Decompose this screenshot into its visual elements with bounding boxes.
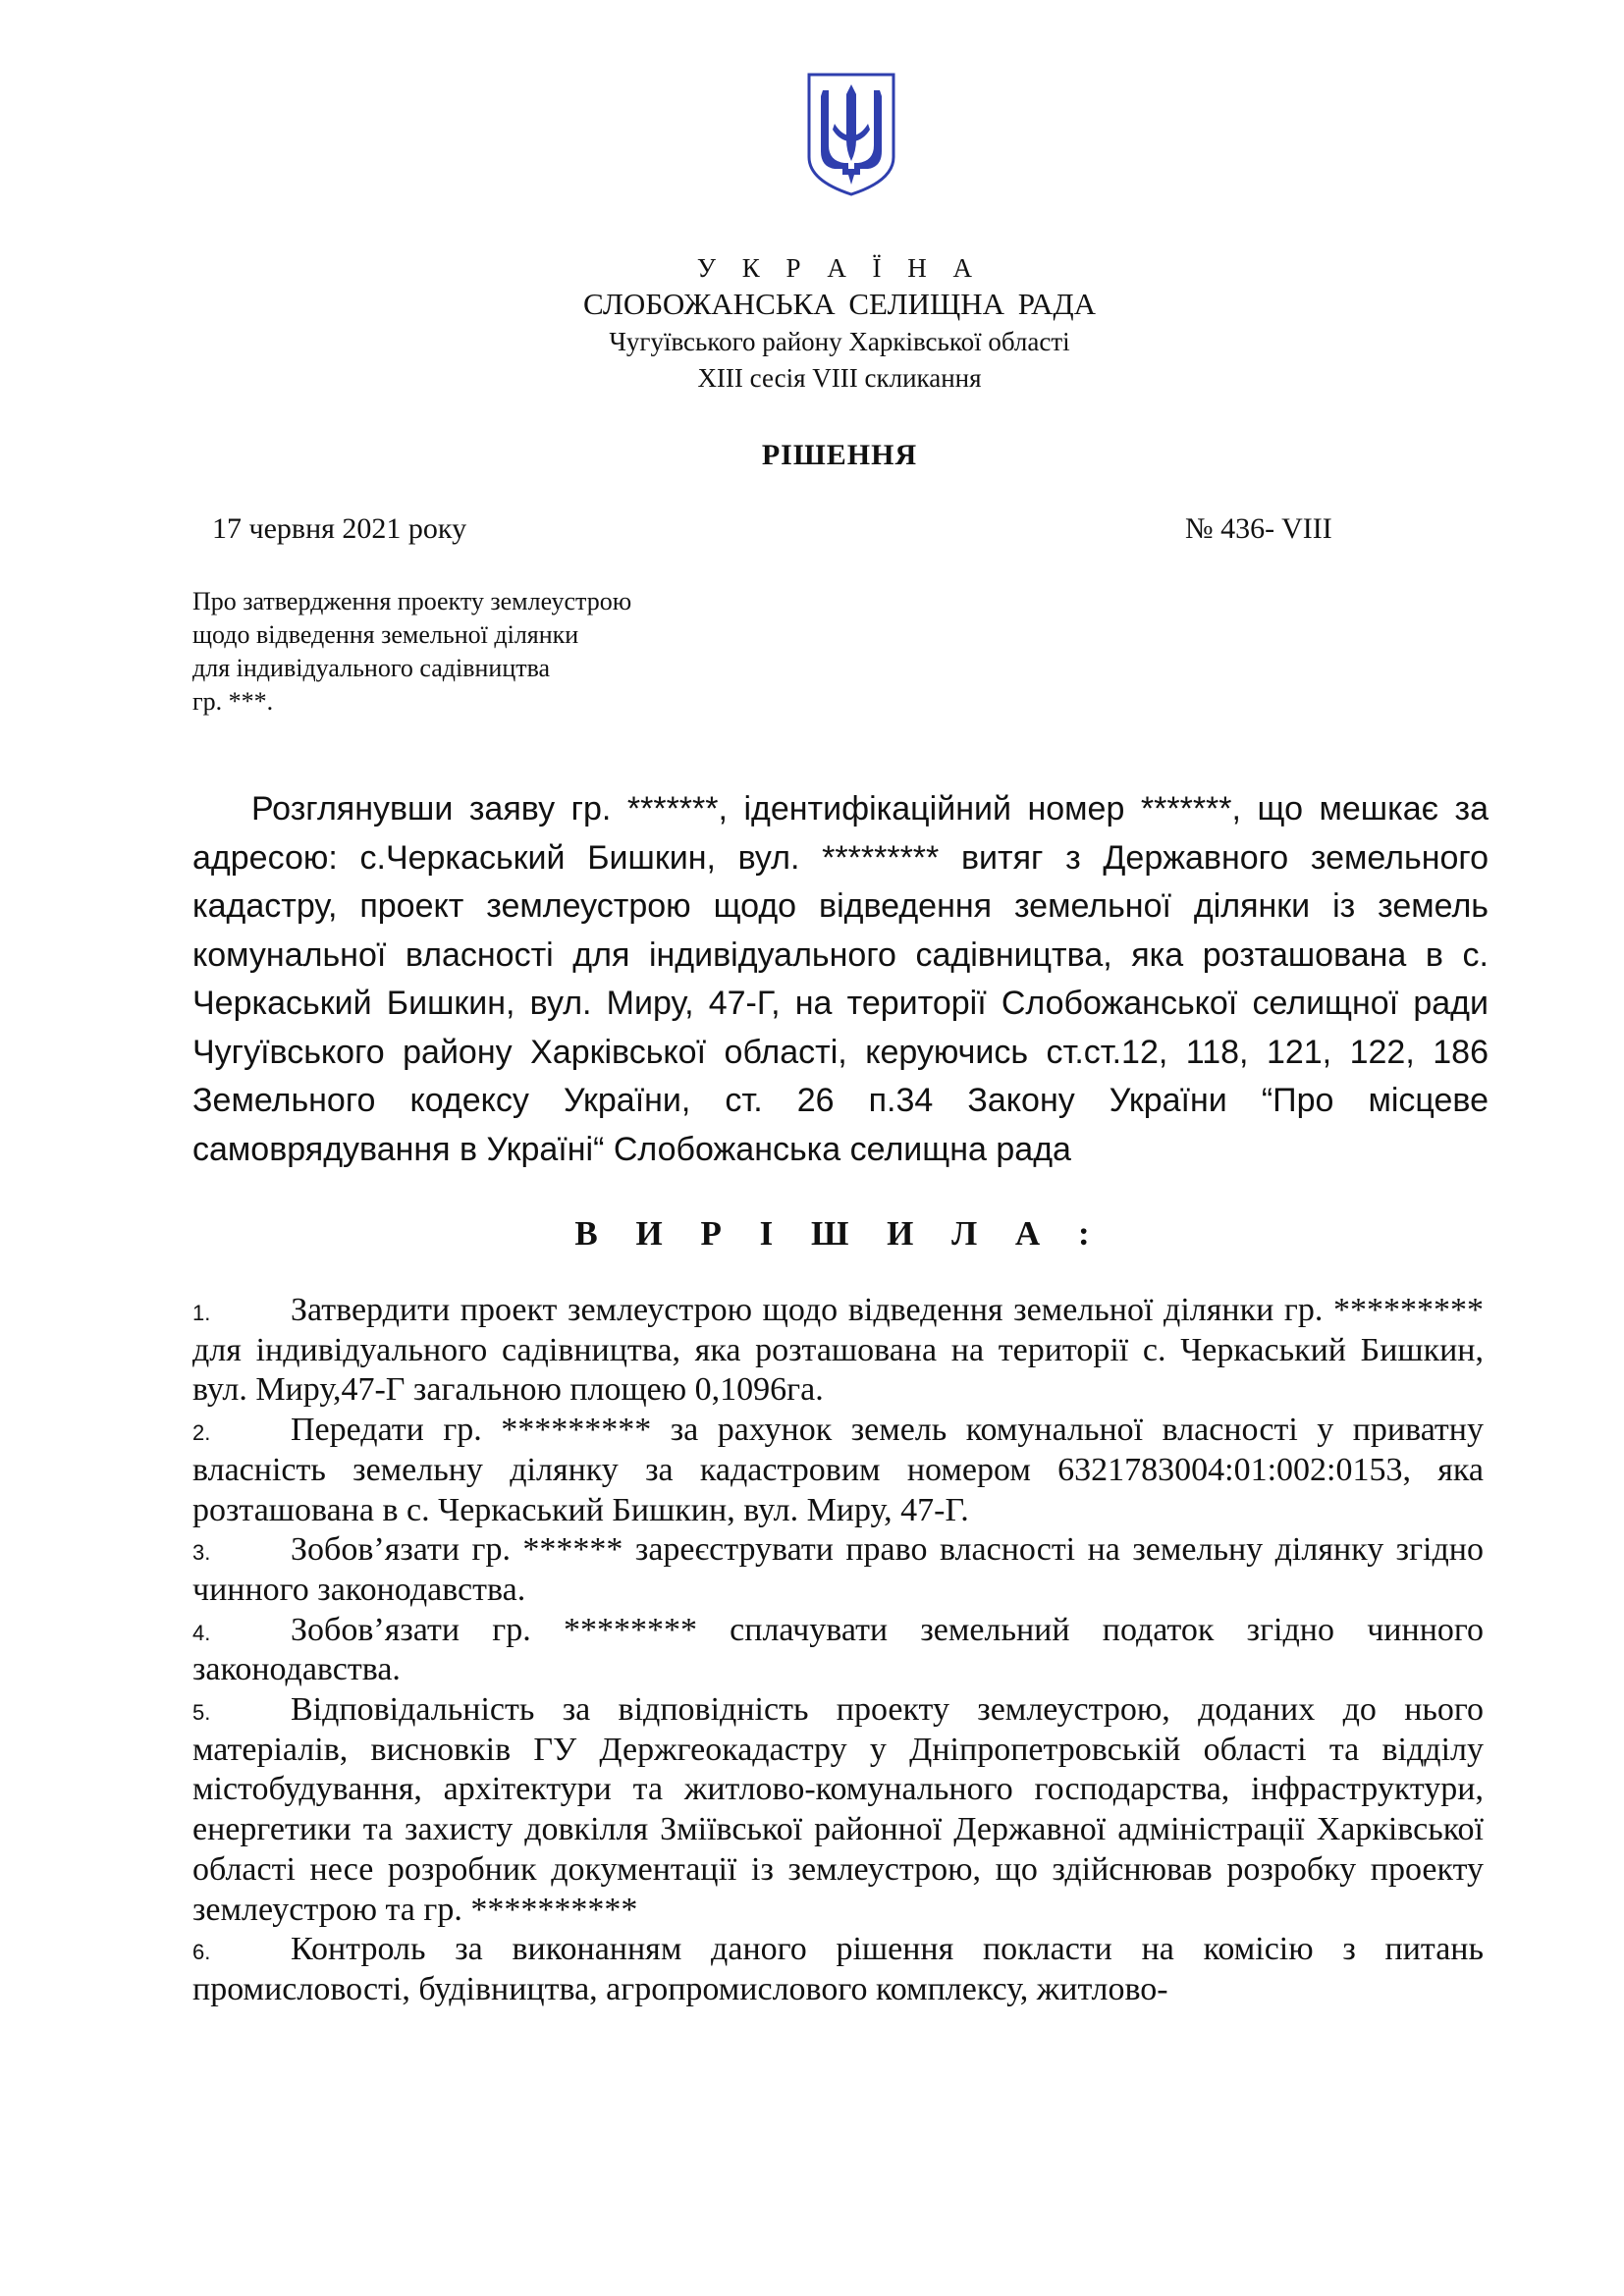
decision-number: № 436- VIII [1185,512,1332,545]
item-number: 3. [192,1540,211,1566]
tryzub-icon [805,71,897,198]
decision-item [192,1411,1484,1530]
decided-heading: В И Р І Ш И Л А : [574,1214,1105,1253]
decision-subject [192,585,631,719]
letterhead [0,251,1624,397]
decision-item [192,1690,1484,1930]
subject-line: щодо відведення земельної ділянки [192,620,579,649]
item-text: Затвердити проект землеустрою щодо відведення земельної ділянки гр. ********* для індивідуального садівництва, яка розташована на території с. Черкаський Бишкин, вул. Миру,47-Г загальною площею 0,1096га. [192,1292,1484,1409]
decision-item [192,1930,1484,2009]
district-name: Чугуївського району Харківської області [609,327,1070,356]
session-info: XIII сесія VIII скликання [697,363,982,393]
decision-item [192,1530,1484,1610]
decision-date: 17 червня 2021 року [212,512,467,545]
subject-line: для індивідуального садівництва [192,654,551,682]
preamble-paragraph: Розглянувши заяву гр. *******, ідентифікаційний номер *******, що мешкає за адресою: с.Черкаський Бишкин, вул. ********* витяг з Державного земельного кадастру, проект землеустрою щодо відведення земельної ділянки із земель комунальної власності для індивідуального садівництва, яка розташована в с. Черкаський Бишкин, вул. Миру, 47-Г, на території Слобожанської селищної ради Чугуївського району Харківської області, керуючись ст.ст.12, 118, 121, 122, 186 Земельного кодексу України, ст. 26 п.34 Закону України “Про місцеве самоврядування в Україні“ Слобожанська селищна рада [192,790,1489,1168]
decision-items [192,1291,1484,2010]
subject-line: гр. ***. [192,687,274,716]
item-number: 6. [192,1940,211,1965]
item-text: Контроль за виконанням даного рішення покласти на комісію з питань промисловості, будівництва, агропромислового комплексу, житлово- [192,1931,1484,2007]
decision-item [192,1291,1484,1411]
document-title: РІШЕННЯ [761,439,918,471]
item-text: Відповідальність за відповідність проекту землеустрою, доданих до нього матеріалів, висновків ГУ Держгеокадастру у Дніпропетровській області та відділу містобудування, архітектури та житлово-комунального господарства, інфраструктури, енергетики та захисту довкілля Зміївської районної Державної адміністрації Харківської області несе розробник документації із землеустрою, що здійснював розробку проекту землеустрою та гр. ********** [192,1691,1484,1928]
item-text: Зобов’язати гр. ******** сплачувати земельний податок згідно чинного законодавства. [192,1611,1484,1688]
council-name: СЛОБОЖАНСЬКА СЕЛИЩНА РАДА [583,287,1096,321]
country-name: У К Р А Ї Н А [696,253,983,283]
decision-item [192,1611,1484,1690]
item-number: 4. [192,1620,211,1645]
item-number: 1. [192,1301,211,1325]
item-text: Зобов’язати гр. ****** зареєструвати право власності на земельну ділянку згідно чинного законодавства. [192,1531,1484,1608]
item-number: 2. [192,1420,211,1446]
item-text: Передати гр. ********* за рахунок земель комунальної власності у приватну власність земельну ділянку за кадастровим номером 6321783004:01:002:0153, яка розташована в с. Черкаський Бишкин, вул. Миру, 47-Г. [192,1412,1484,1528]
subject-line: Про затвердження проекту землеустрою [192,587,632,615]
item-number: 5. [192,1700,211,1726]
